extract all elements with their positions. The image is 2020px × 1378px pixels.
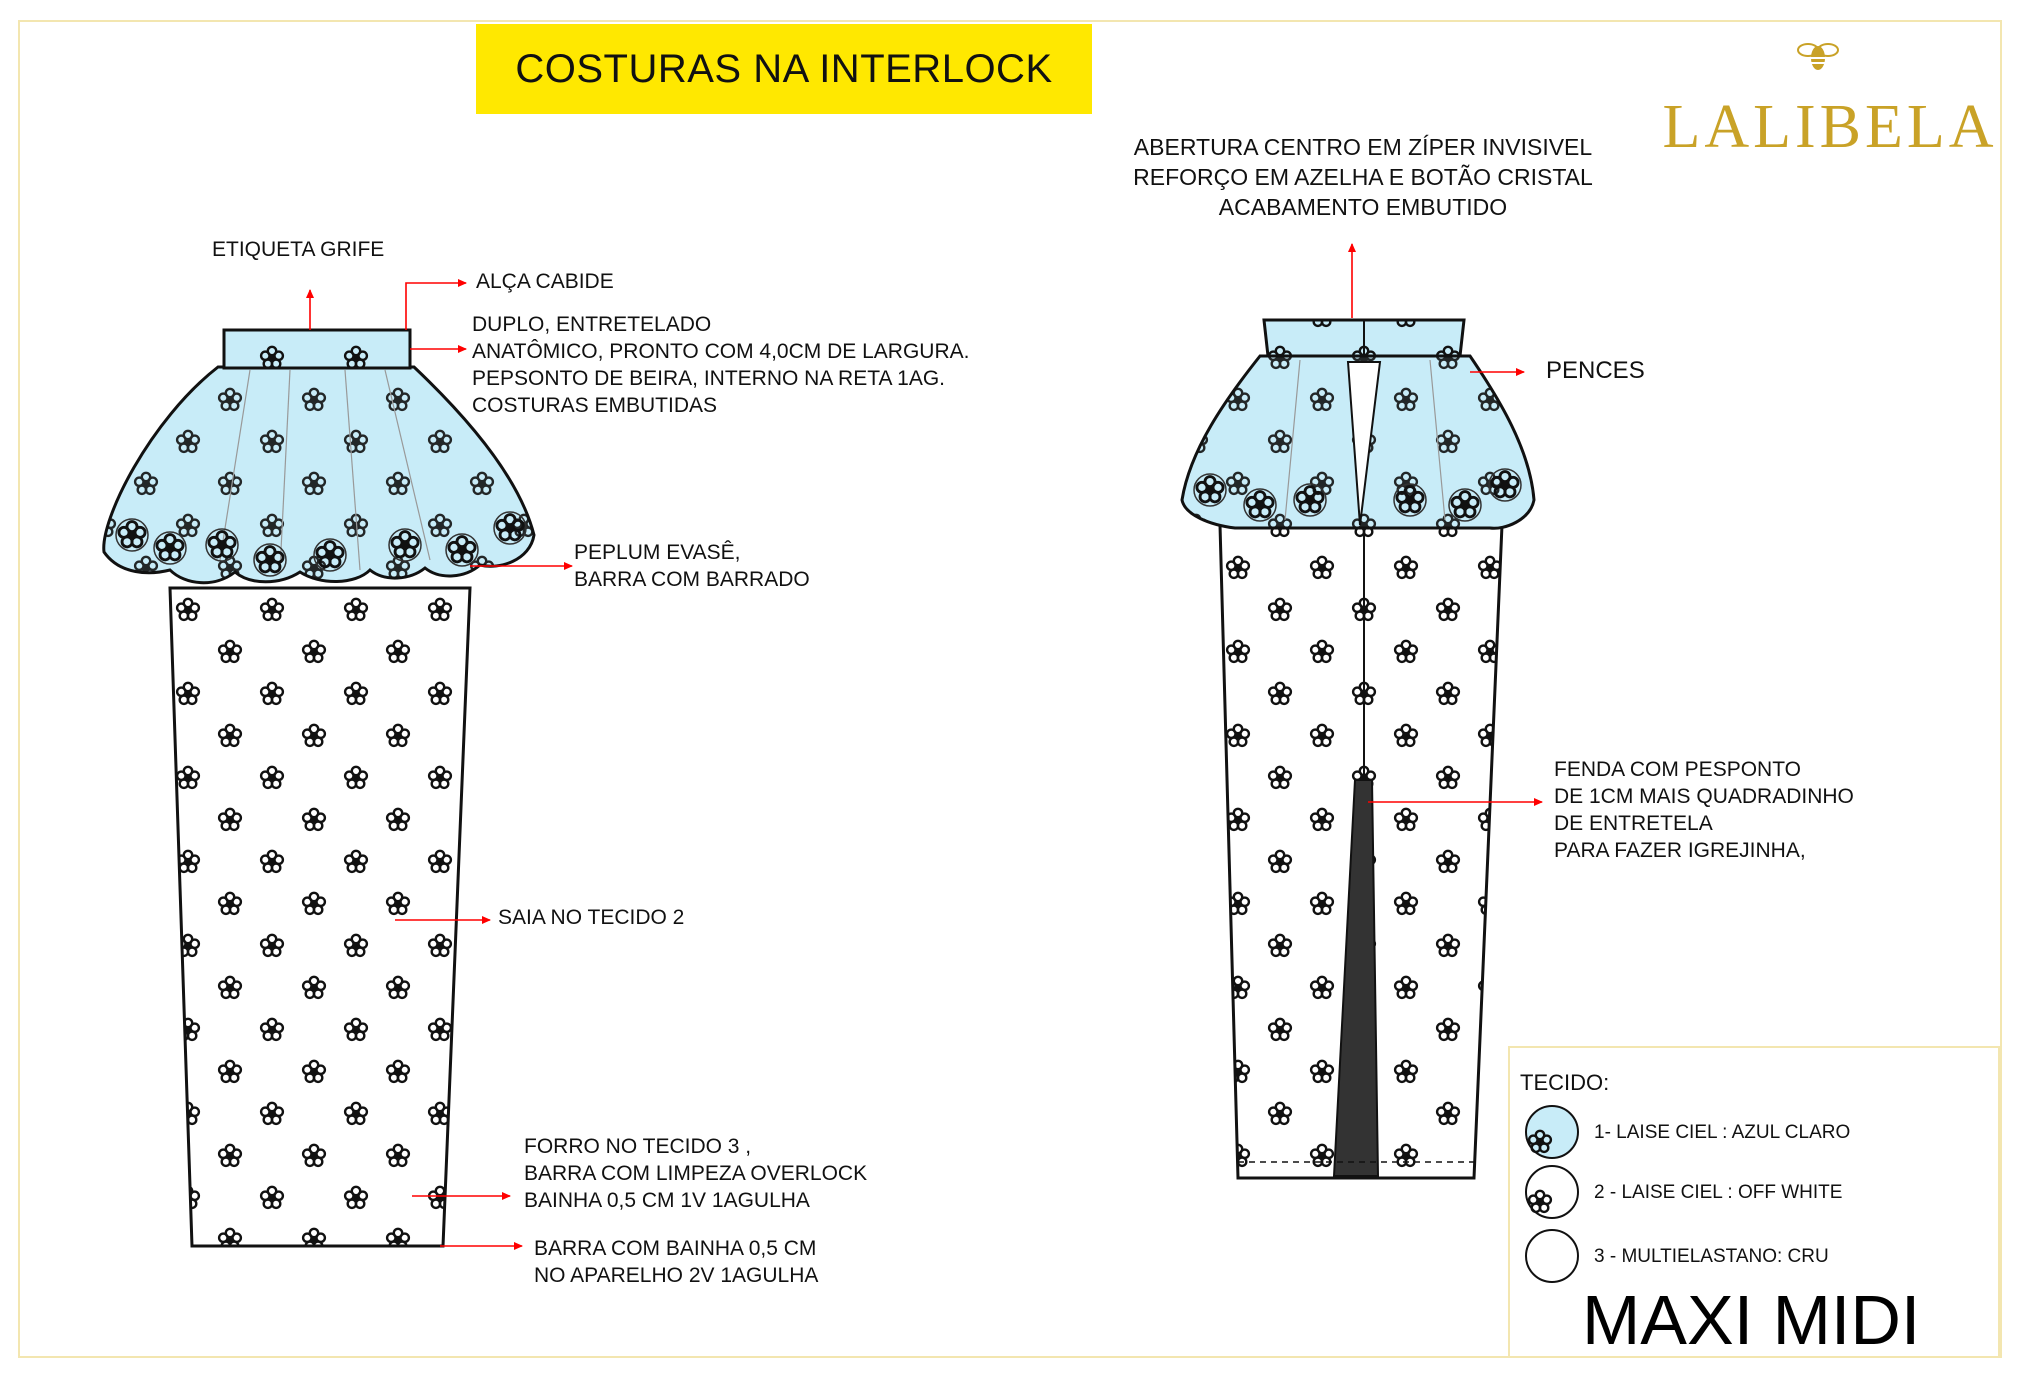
swatch-fabric-1 xyxy=(1524,1104,1580,1160)
front-peplum xyxy=(104,367,534,583)
label-etiqueta-grife: ETIQUETA GRIFE xyxy=(212,238,385,261)
fenda-line: PARA FAZER IGREJINHA, xyxy=(1554,839,1806,862)
label-peplum xyxy=(574,539,810,593)
barra-line: BARRA COM BAINHA 0,5 CM xyxy=(534,1237,817,1260)
back-waistband xyxy=(1264,320,1464,356)
legend-item xyxy=(1524,1104,1851,1160)
abertura-line: ABERTURA CENTRO EM ZÍPER INVISIVEL xyxy=(1133,134,1593,160)
waistband-line: COSTURAS EMBUTIDAS xyxy=(472,394,718,417)
page-title: COSTURAS NA INTERLOCK xyxy=(515,46,1053,91)
swatch-fabric-2 xyxy=(1524,1164,1580,1220)
back-peplum xyxy=(1182,356,1534,528)
forro-line: FORRO NO TECIDO 3 , xyxy=(524,1135,752,1158)
forro-line: BAINHA 0,5 CM 1V 1AGULHA xyxy=(524,1189,810,1212)
label-waistband-details xyxy=(472,311,969,419)
label-barra xyxy=(534,1235,818,1289)
legend-item xyxy=(1524,1228,1829,1284)
swatch-fabric-3 xyxy=(1524,1228,1580,1284)
forro-line: BARRA COM LIMPEZA OVERLOCK xyxy=(524,1162,868,1185)
legend-heading: TECIDO: xyxy=(1520,1070,1610,1095)
front-skirt xyxy=(170,588,470,1246)
label-alca-cabide: ALÇA CABIDE xyxy=(476,270,614,293)
peplum-line: PEPLUM EVASÊ, xyxy=(574,541,741,564)
waistband-line: DUPLO, ENTRETELADO xyxy=(472,313,712,336)
fenda-line: DE 1CM MAIS QUADRADINHO xyxy=(1554,785,1854,808)
label-pences: PENCES xyxy=(1546,357,1645,384)
barra-line: NO APARELHO 2V 1AGULHA xyxy=(534,1264,819,1287)
label-abertura xyxy=(1098,132,1628,222)
legend-item-label: 1- LAISE CIEL : AZUL CLARO xyxy=(1594,1122,1851,1143)
fenda-line: FENDA COM PESPONTO xyxy=(1554,758,1801,781)
peplum-line: BARRA COM BARRADO xyxy=(574,568,810,591)
label-saia-tecido: SAIA NO TECIDO 2 xyxy=(498,906,685,929)
brand-logo: LALIBELA xyxy=(1662,93,1998,161)
abertura-line: ACABAMENTO EMBUTIDO xyxy=(1218,194,1508,220)
label-fenda xyxy=(1554,756,1854,864)
legend-item-label: 2 - LAISE CIEL : OFF WHITE xyxy=(1594,1182,1843,1203)
label-forro xyxy=(524,1133,867,1214)
waistband-line: PEPSONTO DE BEIRA, INTERNO NA RETA 1AG. xyxy=(472,367,946,390)
legend-item xyxy=(1524,1164,1843,1220)
model-name: MAXI MIDI xyxy=(1582,1281,1921,1359)
legend-item-label: 3 - MULTIELASTANO: CRU xyxy=(1594,1246,1829,1267)
abertura-line: REFORÇO EM AZELHA E BOTÃO CRISTAL xyxy=(1133,164,1593,190)
front-waistband xyxy=(224,330,410,368)
fenda-line: DE ENTRETELA xyxy=(1554,812,1713,835)
fabric-legend xyxy=(1508,1046,2000,1358)
waistband-line: ANATÔMICO, PRONTO COM 4,0CM DE LARGURA. xyxy=(472,340,970,363)
back-skirt xyxy=(1220,525,1502,1178)
